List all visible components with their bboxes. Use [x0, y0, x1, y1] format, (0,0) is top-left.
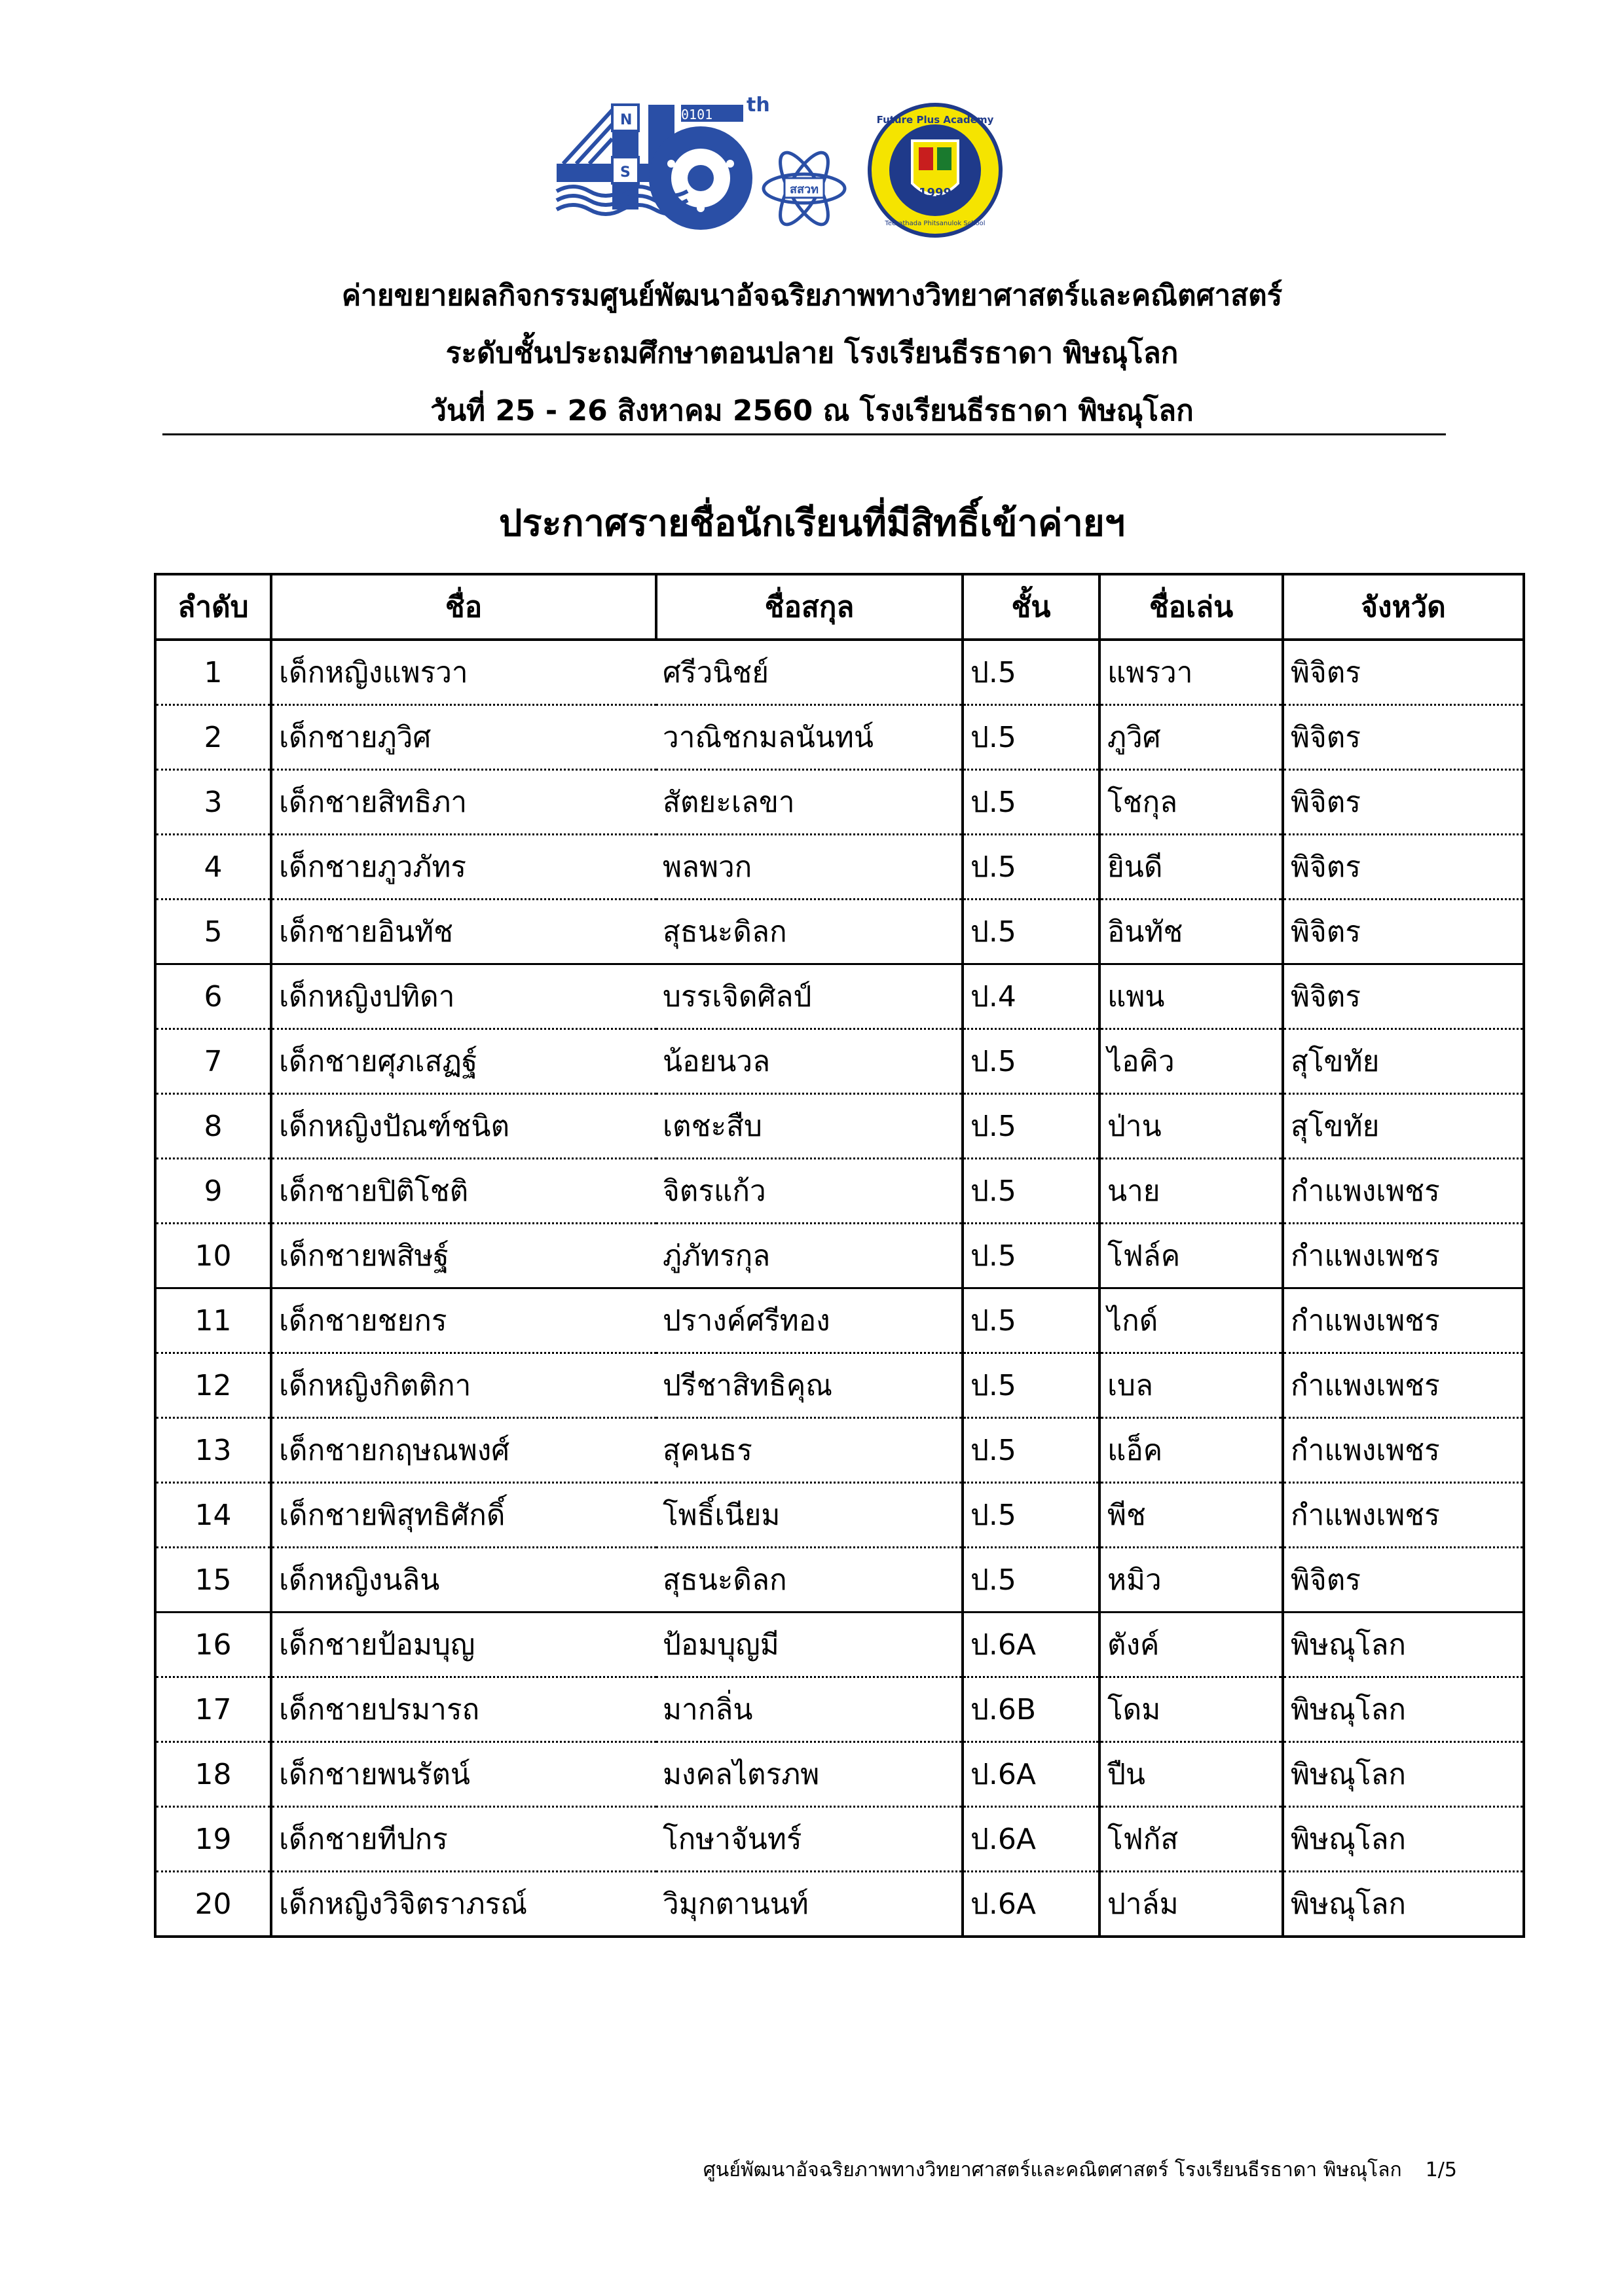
table-row — [155, 1224, 1524, 1288]
table-row — [155, 1807, 1524, 1872]
cell-nickname: โชกุล — [1099, 770, 1283, 835]
table-row — [155, 705, 1524, 770]
table-body — [155, 640, 1524, 1937]
svg-text:0101: 0101 — [681, 107, 713, 122]
cell-nickname: ปืน — [1099, 1742, 1283, 1807]
svg-text:Future Plus Academy: Future Plus Academy — [876, 114, 994, 126]
table-row — [155, 1094, 1524, 1159]
cell-province: พิษณุโลก — [1283, 1613, 1524, 1677]
cell-grade: ป.5 — [963, 1094, 1099, 1159]
cell-grade: ป.6A — [963, 1807, 1099, 1872]
cell-province: พิษณุโลก — [1283, 1677, 1524, 1742]
cell-nickname: ภูวิศ — [1099, 705, 1283, 770]
cell-surname: โกษาจันทร์ — [656, 1807, 963, 1872]
cell-nickname: แพรวา — [1099, 640, 1283, 705]
cell-name: เด็กหญิงปัณฑ์ชนิต — [271, 1094, 656, 1159]
header-camp-title: ค่ายขยายผลกิจกรรมศูนย์พัฒนาอัจฉริยภาพทางวิทยาศาสตร์และคณิตศาสตร์ — [341, 279, 1283, 312]
cell-grade: ป.5 — [963, 835, 1099, 900]
cell-province: พิษณุโลก — [1283, 1742, 1524, 1807]
column-header-name: ชื่อ — [271, 574, 656, 640]
cell-no: 16 — [155, 1613, 271, 1677]
cell-surname: ปรางค์ศรีทอง — [656, 1288, 963, 1353]
cell-grade: ป.6A — [963, 1742, 1099, 1807]
cell-no: 13 — [155, 1418, 271, 1483]
cell-province: พิจิตร — [1283, 770, 1524, 835]
cell-surname: วิมุกตานนท์ — [656, 1872, 963, 1937]
page-number: 1/5 — [1425, 2159, 1457, 2181]
svg-text:th: th — [747, 94, 770, 117]
cell-name: เด็กหญิงแพรวา — [271, 640, 656, 705]
cell-grade: ป.5 — [963, 1418, 1099, 1483]
table-row — [155, 1159, 1524, 1224]
future-plus-academy-logo — [870, 105, 1001, 236]
cell-no: 17 — [155, 1677, 271, 1742]
column-header-surname: ชื่อสกุล — [656, 574, 963, 640]
cell-surname: บรรเจิดศิลป์ — [656, 964, 963, 1029]
cell-no: 3 — [155, 770, 271, 835]
cell-province: กำแพงเพชร — [1283, 1159, 1524, 1224]
cell-nickname: ตังค์ — [1099, 1613, 1283, 1677]
cell-nickname: โฟกัส — [1099, 1807, 1283, 1872]
cell-province: พิจิตร — [1283, 835, 1524, 900]
cell-name: เด็กหญิงวิจิตราภรณ์ — [271, 1872, 656, 1937]
cell-nickname: อินทัช — [1099, 900, 1283, 964]
cell-no: 4 — [155, 835, 271, 900]
cell-no: 14 — [155, 1483, 271, 1548]
table-row — [155, 964, 1524, 1029]
cell-province: พิจิตร — [1283, 1548, 1524, 1613]
cell-surname: น้อยนวล — [656, 1029, 963, 1094]
cell-province: สุโขทัย — [1283, 1029, 1524, 1094]
document-header — [0, 267, 1624, 440]
cell-nickname: ยินดี — [1099, 835, 1283, 900]
cell-surname: สุธนะดิลก — [656, 1548, 963, 1613]
cell-no: 2 — [155, 705, 271, 770]
cell-surname: สุธนะดิลก — [656, 900, 963, 964]
cell-name: เด็กชายป้อมบุญ — [271, 1613, 656, 1677]
student-roster-table — [154, 573, 1525, 1938]
cell-name: เด็กชายสิทธิภา — [271, 770, 656, 835]
cell-province: พิจิตร — [1283, 900, 1524, 964]
svg-text:Teerathada Phitsanulok School: Teerathada Phitsanulok School — [885, 220, 986, 227]
cell-province: กำแพงเพชร — [1283, 1483, 1524, 1548]
cell-name: เด็กชายพสิษฐ์ — [271, 1224, 656, 1288]
svg-text:1999: 1999 — [918, 186, 952, 200]
column-header-no: ลำดับ — [155, 574, 271, 640]
cell-province: พิษณุโลก — [1283, 1807, 1524, 1872]
table-row — [155, 900, 1524, 964]
cell-grade: ป.6B — [963, 1677, 1099, 1742]
cell-province: กำแพงเพชร — [1283, 1288, 1524, 1353]
cell-no: 18 — [155, 1742, 271, 1807]
cell-name: เด็กหญิงกิตติกา — [271, 1353, 656, 1418]
cell-surname: วาณิชกมลนันทน์ — [656, 705, 963, 770]
cell-surname: ภู่ภัทรกุล — [656, 1224, 963, 1288]
cell-grade: ป.5 — [963, 705, 1099, 770]
ipst-logo — [764, 146, 845, 230]
anniversary-45-logo — [557, 94, 770, 219]
cell-grade: ป.5 — [963, 1159, 1099, 1224]
cell-province: กำแพงเพชร — [1283, 1224, 1524, 1288]
cell-surname: มากลิ่น — [656, 1677, 963, 1742]
logo-banner — [0, 0, 1624, 249]
cell-grade: ป.5 — [963, 770, 1099, 835]
cell-grade: ป.4 — [963, 964, 1099, 1029]
svg-text:สสวท: สสวท — [790, 183, 819, 196]
cell-no: 5 — [155, 900, 271, 964]
cell-name: เด็กชายพิสุทธิศักดิ์ — [271, 1483, 656, 1548]
cell-grade: ป.6A — [963, 1872, 1099, 1937]
cell-surname: สัตยะเลขา — [656, 770, 963, 835]
cell-province: พิจิตร — [1283, 705, 1524, 770]
cell-grade: ป.6A — [963, 1613, 1099, 1677]
cell-nickname: ไอคิว — [1099, 1029, 1283, 1094]
cell-surname: ป้อมบุญมี — [656, 1613, 963, 1677]
table-header-row — [155, 574, 1524, 640]
cell-no: 15 — [155, 1548, 271, 1613]
cell-grade: ป.5 — [963, 1483, 1099, 1548]
cell-nickname: ป่าน — [1099, 1094, 1283, 1159]
cell-no: 11 — [155, 1288, 271, 1353]
cell-surname: มงคลไตรภพ — [656, 1742, 963, 1807]
cell-name: เด็กชายปิติโชติ — [271, 1159, 656, 1224]
cell-province: พิษณุโลก — [1283, 1872, 1524, 1937]
cell-nickname: นาย — [1099, 1159, 1283, 1224]
table-row — [155, 1872, 1524, 1937]
cell-nickname: ปาล์ม — [1099, 1872, 1283, 1937]
header-level-school: ระดับชั้นประถมศึกษาตอนปลาย โรงเรียนธีรธาดา พิษณุโลก — [445, 337, 1179, 370]
cell-no: 6 — [155, 964, 271, 1029]
cell-name: เด็กชายทีปกร — [271, 1807, 656, 1872]
table-row — [155, 1613, 1524, 1677]
cell-nickname: เบล — [1099, 1353, 1283, 1418]
table-row — [155, 1418, 1524, 1483]
table-row — [155, 1029, 1524, 1094]
cell-grade: ป.5 — [963, 640, 1099, 705]
cell-no: 20 — [155, 1872, 271, 1937]
cell-nickname: โฟล์ค — [1099, 1224, 1283, 1288]
header-divider — [162, 433, 1446, 435]
page-title: ประกาศรายชื่อนักเรียนที่มีสิทธิ์เข้าค่ายฯ — [498, 502, 1126, 545]
cell-province: กำแพงเพชร — [1283, 1353, 1524, 1418]
cell-nickname: พีช — [1099, 1483, 1283, 1548]
cell-nickname: หมิว — [1099, 1548, 1283, 1613]
cell-grade: ป.5 — [963, 1353, 1099, 1418]
cell-no: 10 — [155, 1224, 271, 1288]
cell-surname: พลพวก — [656, 835, 963, 900]
cell-surname: จิตรแก้ว — [656, 1159, 963, 1224]
table-row — [155, 1353, 1524, 1418]
svg-text:N: N — [620, 112, 633, 128]
footer-org-text: ศูนย์พัฒนาอัจฉริยภาพทางวิทยาศาสตร์และคณิตศาสตร์ โรงเรียนธีรธาดา พิษณุโลก — [703, 2159, 1402, 2181]
cell-name: เด็กชายพนรัตน์ — [271, 1742, 656, 1807]
cell-name: เด็กชายกฤษณพงศ์ — [271, 1418, 656, 1483]
svg-text:S: S — [620, 164, 631, 181]
table-row — [155, 640, 1524, 705]
column-header-grade: ชั้น — [963, 574, 1099, 640]
cell-grade: ป.5 — [963, 1548, 1099, 1613]
cell-name: เด็กชายภูวภัทร — [271, 835, 656, 900]
cell-name: เด็กหญิงปทิดา — [271, 964, 656, 1029]
cell-surname: โพธิ์เนียม — [656, 1483, 963, 1548]
cell-surname: ศรีวนิชย์ — [656, 640, 963, 705]
cell-no: 7 — [155, 1029, 271, 1094]
cell-name: เด็กชายภูวิศ — [271, 705, 656, 770]
cell-nickname: แอ็ค — [1099, 1418, 1283, 1483]
cell-nickname: โดม — [1099, 1677, 1283, 1742]
cell-province: สุโขทัย — [1283, 1094, 1524, 1159]
cell-no: 12 — [155, 1353, 271, 1418]
cell-no: 19 — [155, 1807, 271, 1872]
cell-province: กำแพงเพชร — [1283, 1418, 1524, 1483]
table-row — [155, 1288, 1524, 1353]
cell-grade: ป.5 — [963, 1029, 1099, 1094]
cell-nickname: ไกด์ — [1099, 1288, 1283, 1353]
cell-name: เด็กชายศุภเสฏฐ์ — [271, 1029, 656, 1094]
cell-grade: ป.5 — [963, 900, 1099, 964]
table-row — [155, 835, 1524, 900]
table-row — [155, 1677, 1524, 1742]
cell-surname: สุคนธร — [656, 1418, 963, 1483]
page-footer — [0, 2154, 1457, 2187]
cell-no: 9 — [155, 1159, 271, 1224]
table-row — [155, 1742, 1524, 1807]
cell-name: เด็กชายปรมารถ — [271, 1677, 656, 1742]
table-row — [155, 1483, 1524, 1548]
table-row — [155, 770, 1524, 835]
column-header-province: จังหวัด — [1283, 574, 1524, 640]
cell-province: พิจิตร — [1283, 964, 1524, 1029]
cell-name: เด็กชายอินทัช — [271, 900, 656, 964]
cell-surname: ปรีชาสิทธิคุณ — [656, 1353, 963, 1418]
cell-name: เด็กหญิงนลิน — [271, 1548, 656, 1613]
cell-province: พิจิตร — [1283, 640, 1524, 705]
header-date-venue: วันที่ 25 - 26 สิงหาคม 2560 ณ โรงเรียนธีรธาดา พิษณุโลก — [430, 394, 1194, 428]
cell-surname: เตชะสืบ — [656, 1094, 963, 1159]
cell-nickname: แพน — [1099, 964, 1283, 1029]
cell-no: 8 — [155, 1094, 271, 1159]
cell-name: เด็กชายชยกร — [271, 1288, 656, 1353]
table-row — [155, 1548, 1524, 1613]
cell-grade: ป.5 — [963, 1224, 1099, 1288]
column-header-nickname: ชื่อเล่น — [1099, 574, 1283, 640]
cell-grade: ป.5 — [963, 1288, 1099, 1353]
cell-no: 1 — [155, 640, 271, 705]
